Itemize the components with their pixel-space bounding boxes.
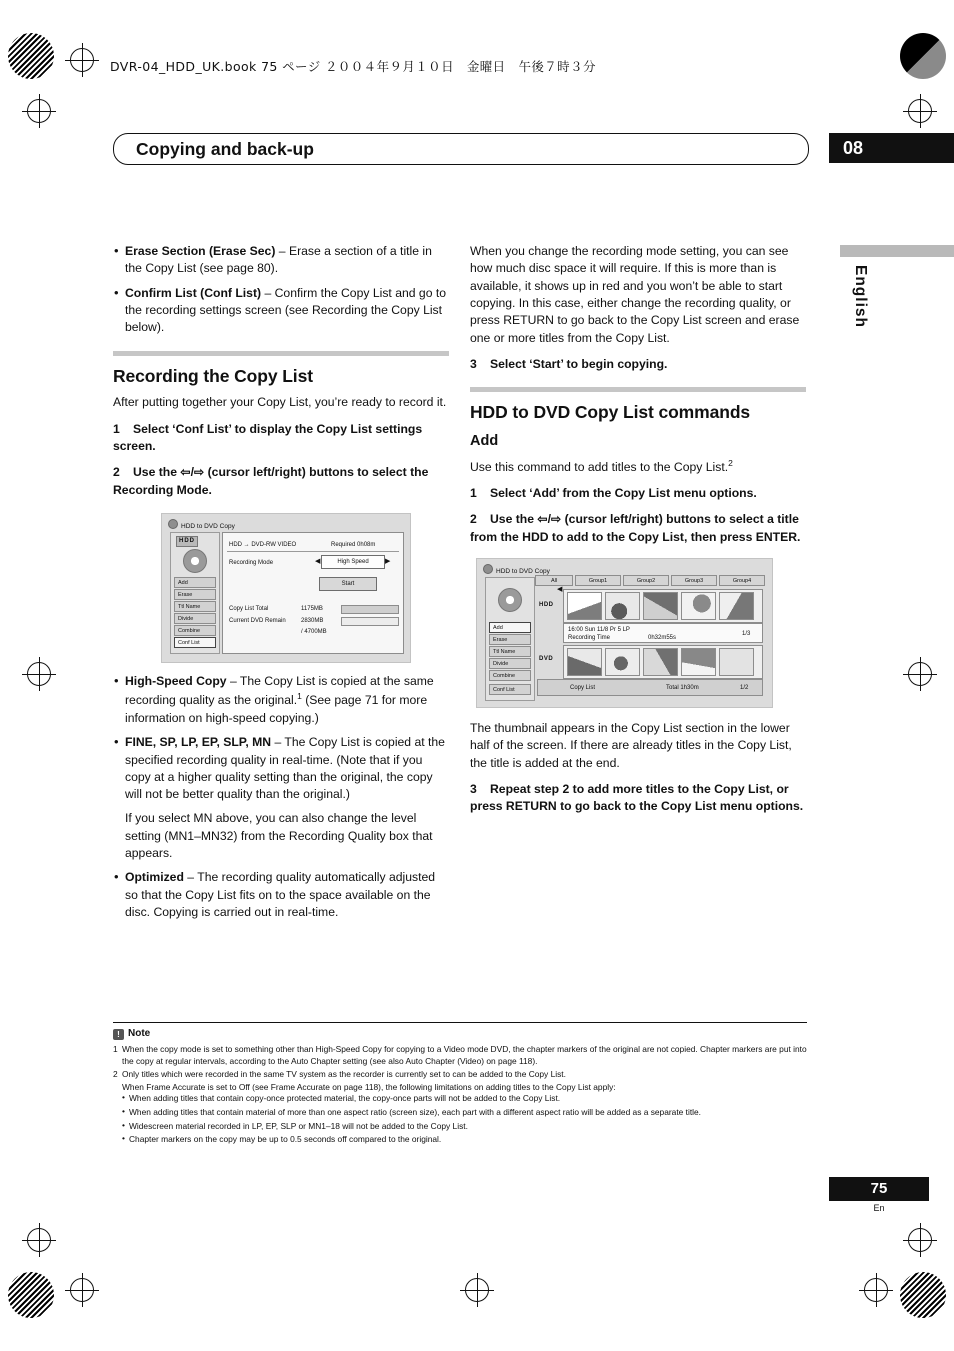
figure-side-menu bbox=[485, 577, 535, 701]
figure-page-lower: 1/2 bbox=[740, 685, 749, 692]
figure-info-date: 16:00 Sun 11/8 Pr 5 LP bbox=[568, 627, 630, 634]
page-language-code: En bbox=[873, 1203, 885, 1213]
chapter-title-bar bbox=[113, 133, 809, 165]
figure-copy-list-label: Copy List bbox=[570, 685, 596, 692]
figure-tab-group1[interactable]: Group1 bbox=[575, 575, 621, 586]
figure-tab-group4[interactable]: Group4 bbox=[719, 575, 765, 586]
cursor-right-icon: ▶ bbox=[385, 558, 391, 566]
page-number-badge bbox=[829, 1177, 929, 1201]
figure-caption-text: HDD to DVD Copy bbox=[181, 523, 235, 531]
step-text: Select ‘Start’ to begin copying. bbox=[490, 356, 668, 371]
registration-cross-right-lower bbox=[908, 1228, 932, 1252]
bullet-text: – Confirm the Copy List and go to the recording settings screen (see Recording the Copy List below). bbox=[125, 285, 447, 335]
step-number: 1 bbox=[470, 486, 477, 501]
figure-info-time-value: 0h32m55s bbox=[648, 635, 677, 642]
step-number: 2 bbox=[113, 465, 120, 480]
bullet-lead: High-Speed Copy bbox=[125, 674, 227, 689]
figure-label-copy-total: Copy List Total bbox=[229, 606, 269, 613]
bullet-text: – The recording quality automatically adjusted so that the Copy List fits on to the space available on the disc. Copying is carried out in real-time. bbox=[125, 870, 436, 920]
section-heading-copy-list-commands: HDD to DVD Copy List commands bbox=[470, 402, 751, 423]
registration-cross-top-left bbox=[70, 48, 94, 72]
chapter-number-badge bbox=[829, 133, 954, 163]
figure-button-add[interactable]: Add bbox=[174, 577, 216, 588]
bullet-lead: Optimized bbox=[125, 870, 184, 885]
thumbnail[interactable] bbox=[605, 648, 640, 676]
step-text: Use the ⇦/⇨ (cursor left/right) buttons to select the Recording Mode. bbox=[113, 465, 429, 497]
step-1 bbox=[470, 485, 806, 502]
footnote-sublist bbox=[122, 1093, 807, 1145]
bullet-text: – The Copy List is copied at the same recording quality as the original. bbox=[125, 674, 434, 708]
note-icon: ! bbox=[113, 1029, 124, 1040]
footnotes-heading bbox=[113, 1028, 807, 1040]
list-item bbox=[113, 285, 449, 337]
step-text: Select ‘Conf List’ to display the Copy List settings screen. bbox=[113, 421, 423, 454]
section-divider-rule bbox=[470, 387, 806, 392]
figure-value-dvd-remain: 2830MB bbox=[301, 618, 324, 625]
hdd-tag: HDD bbox=[176, 536, 198, 547]
figure-button-ttl-name[interactable]: Ttl Name bbox=[489, 646, 531, 657]
figure-hdd-thumb-row bbox=[563, 589, 763, 623]
registration-cross-left-lower bbox=[27, 1228, 51, 1252]
thumbnail[interactable] bbox=[681, 592, 716, 620]
disc-graphic-icon bbox=[183, 549, 207, 573]
figure-button-combine[interactable]: Combine bbox=[174, 625, 216, 636]
add-intro-text bbox=[470, 457, 806, 476]
bullet-lead: FINE, SP, LP, EP, SLP, MN bbox=[125, 735, 272, 750]
figure-button-ttl-name[interactable]: Ttl Name bbox=[174, 601, 216, 612]
left-column bbox=[113, 243, 449, 928]
list-item bbox=[113, 869, 449, 921]
figure-tab-group3[interactable]: Group3 bbox=[671, 575, 717, 586]
list-item: • Widescreen material recorded in LP, EP, SLP or MN1–18 will not be added to the Copy List. bbox=[122, 1121, 807, 1133]
footnote-text: Only titles which were recorded in the same TV system as the recorder is currently set to can be added to the Copy List. bbox=[122, 1069, 566, 1080]
corner-registration-mark-top-left bbox=[8, 33, 54, 79]
disc-icon bbox=[168, 519, 178, 529]
figure-button-divide[interactable]: Divide bbox=[174, 613, 216, 624]
subsection-heading-add: Add bbox=[470, 433, 499, 450]
figure-bar-copy-total bbox=[341, 605, 399, 614]
section-intro-text: After putting together your Copy List, you’re ready to record it. bbox=[113, 395, 447, 410]
list-item: • When adding titles that contain material of more than one aspect ratio (screen size), each part with a different aspect ratio will be added as a separate title. bbox=[122, 1107, 807, 1119]
registration-cross-left-middle bbox=[27, 662, 51, 686]
bullet-lead: Erase Section (Erase Sec) bbox=[125, 244, 276, 258]
figure-info-time-label: Recording Time bbox=[568, 635, 611, 642]
language-label: English bbox=[852, 265, 869, 328]
step-1 bbox=[113, 421, 449, 456]
step-3 bbox=[470, 781, 806, 816]
thumbnail[interactable] bbox=[567, 592, 602, 620]
figure-value-copy-total: 1175MB bbox=[301, 606, 323, 613]
chapter-number: 08 bbox=[843, 138, 864, 158]
step-3 bbox=[470, 356, 806, 373]
figure-required-space: Required 0h08m bbox=[331, 542, 376, 549]
step-number: 1 bbox=[113, 421, 120, 436]
thumbnail[interactable] bbox=[567, 648, 602, 676]
registration-cross-bottom-right bbox=[864, 1278, 888, 1302]
registration-cross-right-middle bbox=[908, 662, 932, 686]
top-bullet-list bbox=[113, 243, 449, 337]
figure-label-recording-mode: Recording Mode bbox=[229, 560, 274, 567]
book-file-header-text: DVR-04_HDD_UK.book 75 ページ ２００４年９月１０日 金曜日 午後７時３分 bbox=[110, 59, 596, 74]
corner-registration-mark-top-right bbox=[900, 33, 946, 79]
figure-bar-dvd-remain bbox=[341, 617, 399, 626]
add-intro-body: Use this command to add titles to the Copy List. bbox=[470, 459, 729, 474]
bullet-text: – Erase a section of a title in the Copy List (see page 80). bbox=[125, 244, 432, 276]
step-number: 2 bbox=[470, 512, 477, 527]
book-file-header bbox=[110, 57, 596, 75]
figure-dvd-thumb-row bbox=[563, 645, 763, 679]
thumbnail-empty[interactable] bbox=[719, 648, 754, 676]
registration-cross-bottom-center bbox=[465, 1278, 489, 1302]
disc-icon bbox=[483, 564, 493, 574]
bullet-lead: Confirm List (Conf List) bbox=[125, 285, 262, 300]
mn-note-text: If you select MN above, you can also change the level setting (MN1–MN32) from the Recording Quality box that appears. bbox=[125, 811, 433, 861]
figure-caption-text: HDD to DVD Copy bbox=[496, 568, 550, 576]
cursor-left-icon: ◀ bbox=[557, 586, 563, 594]
figure-divider bbox=[227, 551, 399, 552]
figure-button-combine[interactable]: Combine bbox=[489, 670, 531, 681]
corner-registration-mark-bottom-right bbox=[900, 1272, 946, 1318]
after-figure-text: The thumbnail appears in the Copy List section in the lower half of the screen. If there are already titles in the Copy List, the title is added at the end. bbox=[470, 721, 792, 770]
footnotes-divider bbox=[113, 1022, 807, 1023]
figure-main-panel bbox=[222, 532, 404, 654]
figure-caption bbox=[168, 519, 235, 531]
registration-cross-right-upper bbox=[908, 99, 932, 123]
corner-registration-mark-bottom-left bbox=[8, 1272, 54, 1318]
figure-tab-all[interactable]: All bbox=[535, 575, 573, 586]
figure-dvd-label: DVD bbox=[539, 656, 554, 663]
figure-button-erase[interactable]: Erase bbox=[174, 589, 216, 600]
right-intro-text: When you change the recording mode setting, you can see how much disc space it will require. If this is more than is available, it shows up in red and you won’t be able to start copying. In this case, either change the recording quality, or press RETURN to go back to the Copy List screen and erase one or more titles from the Copy List. bbox=[470, 244, 800, 345]
figure-button-conf-list[interactable]: Conf List bbox=[174, 637, 216, 648]
page-number: 75 bbox=[870, 1180, 888, 1197]
bullet-text: – The Copy List is copied at the specified recording quality in real-time. (Note that if you copy at a higher quality setting than the original, the copy will not be better quality than the original.) bbox=[125, 735, 445, 802]
cursor-left-icon: ◀ bbox=[315, 558, 321, 566]
figure-value-recording-mode[interactable]: High Speed bbox=[321, 555, 385, 569]
figure-button-conf-list[interactable]: Conf List bbox=[489, 684, 531, 695]
language-tab-bar bbox=[840, 245, 954, 257]
footnotes-section bbox=[113, 1022, 807, 1148]
list-item bbox=[113, 673, 449, 727]
registration-cross-left-upper bbox=[27, 99, 51, 123]
list-item bbox=[113, 1069, 807, 1146]
step-number: 3 bbox=[470, 782, 477, 797]
figure-button-divide[interactable]: Divide bbox=[489, 658, 531, 669]
figure-copy-list-bar bbox=[537, 679, 763, 696]
list-item bbox=[113, 1044, 807, 1067]
figure-button-start[interactable]: Start bbox=[319, 577, 377, 591]
figure-media-path: HDD → DVD-RW VIDEO bbox=[229, 542, 297, 549]
step-text: Use the ⇦/⇨ (cursor left/right) buttons to select a title from the HDD to add to the Copy List, then press ENTER. bbox=[470, 512, 801, 544]
footnote-number: 2 bbox=[113, 1069, 118, 1080]
list-item bbox=[113, 243, 449, 278]
bullet-tail: (See page 71 for more information on high-speed copying.) bbox=[125, 693, 428, 725]
section-divider-rule bbox=[113, 351, 449, 356]
list-item: • When adding titles that contain copy-once protected material, the copy-once parts will not be added to the Copy List. bbox=[122, 1093, 807, 1105]
step-2 bbox=[113, 464, 449, 499]
step-text: Repeat step 2 to add more titles to the Copy List, or press RETURN to go back to the Copy List menu options. bbox=[470, 782, 804, 814]
footnote-text: When the copy mode is set to something other than High-Speed Copy for copying to a Video mode DVD, the chapter markers of the original are not copied. Chapter markers are put into the copy at regular intervals, according to the Auto Chapter setting (see also Auto Chapter (Video) on page 118). bbox=[122, 1044, 807, 1066]
figure-button-erase[interactable]: Erase bbox=[489, 634, 531, 645]
figure-group-tabs bbox=[535, 575, 765, 586]
footnote-ref-1: 1 bbox=[297, 691, 302, 702]
thumbnail[interactable] bbox=[681, 648, 716, 676]
footnotes-list bbox=[113, 1044, 807, 1146]
figure-copy-list-settings-screen bbox=[161, 513, 411, 663]
disc-graphic-icon bbox=[498, 588, 522, 612]
right-column bbox=[470, 243, 806, 823]
figure-tab-group2[interactable]: Group2 bbox=[623, 575, 669, 586]
thumbnail[interactable] bbox=[643, 648, 678, 676]
figure-side-menu bbox=[170, 532, 220, 654]
figure-title-info-bar bbox=[563, 623, 763, 643]
page-title: Copying and back-up bbox=[136, 139, 314, 159]
section-heading-recording-copy-list: Recording the Copy List bbox=[113, 365, 313, 386]
recording-mode-bullet-list bbox=[113, 673, 449, 921]
thumbnail[interactable] bbox=[643, 592, 678, 620]
figure-value-dvd-total: / 4700MB bbox=[301, 629, 327, 636]
figure-label-dvd-remain: Current DVD Remain bbox=[229, 618, 286, 625]
registration-cross-bottom-left bbox=[70, 1278, 94, 1302]
figure-hdd-label: HDD bbox=[539, 602, 554, 609]
figure-button-add[interactable]: Add bbox=[489, 622, 531, 633]
footnote-number: 1 bbox=[113, 1044, 118, 1054]
figure-total-label: Total 1h30m bbox=[666, 685, 699, 692]
thumbnail[interactable] bbox=[605, 592, 640, 620]
figure-add-title-screen bbox=[476, 558, 773, 708]
footnote-ref-2: 2 bbox=[728, 457, 733, 468]
footnote-subintro: When Frame Accurate is set to Off (see Frame Accurate on page 118), the following limitations on adding titles to the Copy List apply: bbox=[122, 1081, 616, 1092]
footnotes-heading-text: Note bbox=[128, 1028, 151, 1039]
thumbnail[interactable] bbox=[719, 592, 754, 620]
list-item: • Chapter markers on the copy may be up to 0.5 seconds off compared to the original. bbox=[122, 1134, 807, 1146]
step-number: 3 bbox=[470, 356, 477, 371]
step-2 bbox=[470, 511, 806, 546]
step-text: Select ‘Add’ from the Copy List menu options. bbox=[490, 486, 757, 501]
figure-page-upper: 1/3 bbox=[742, 631, 751, 638]
list-item bbox=[113, 734, 449, 862]
